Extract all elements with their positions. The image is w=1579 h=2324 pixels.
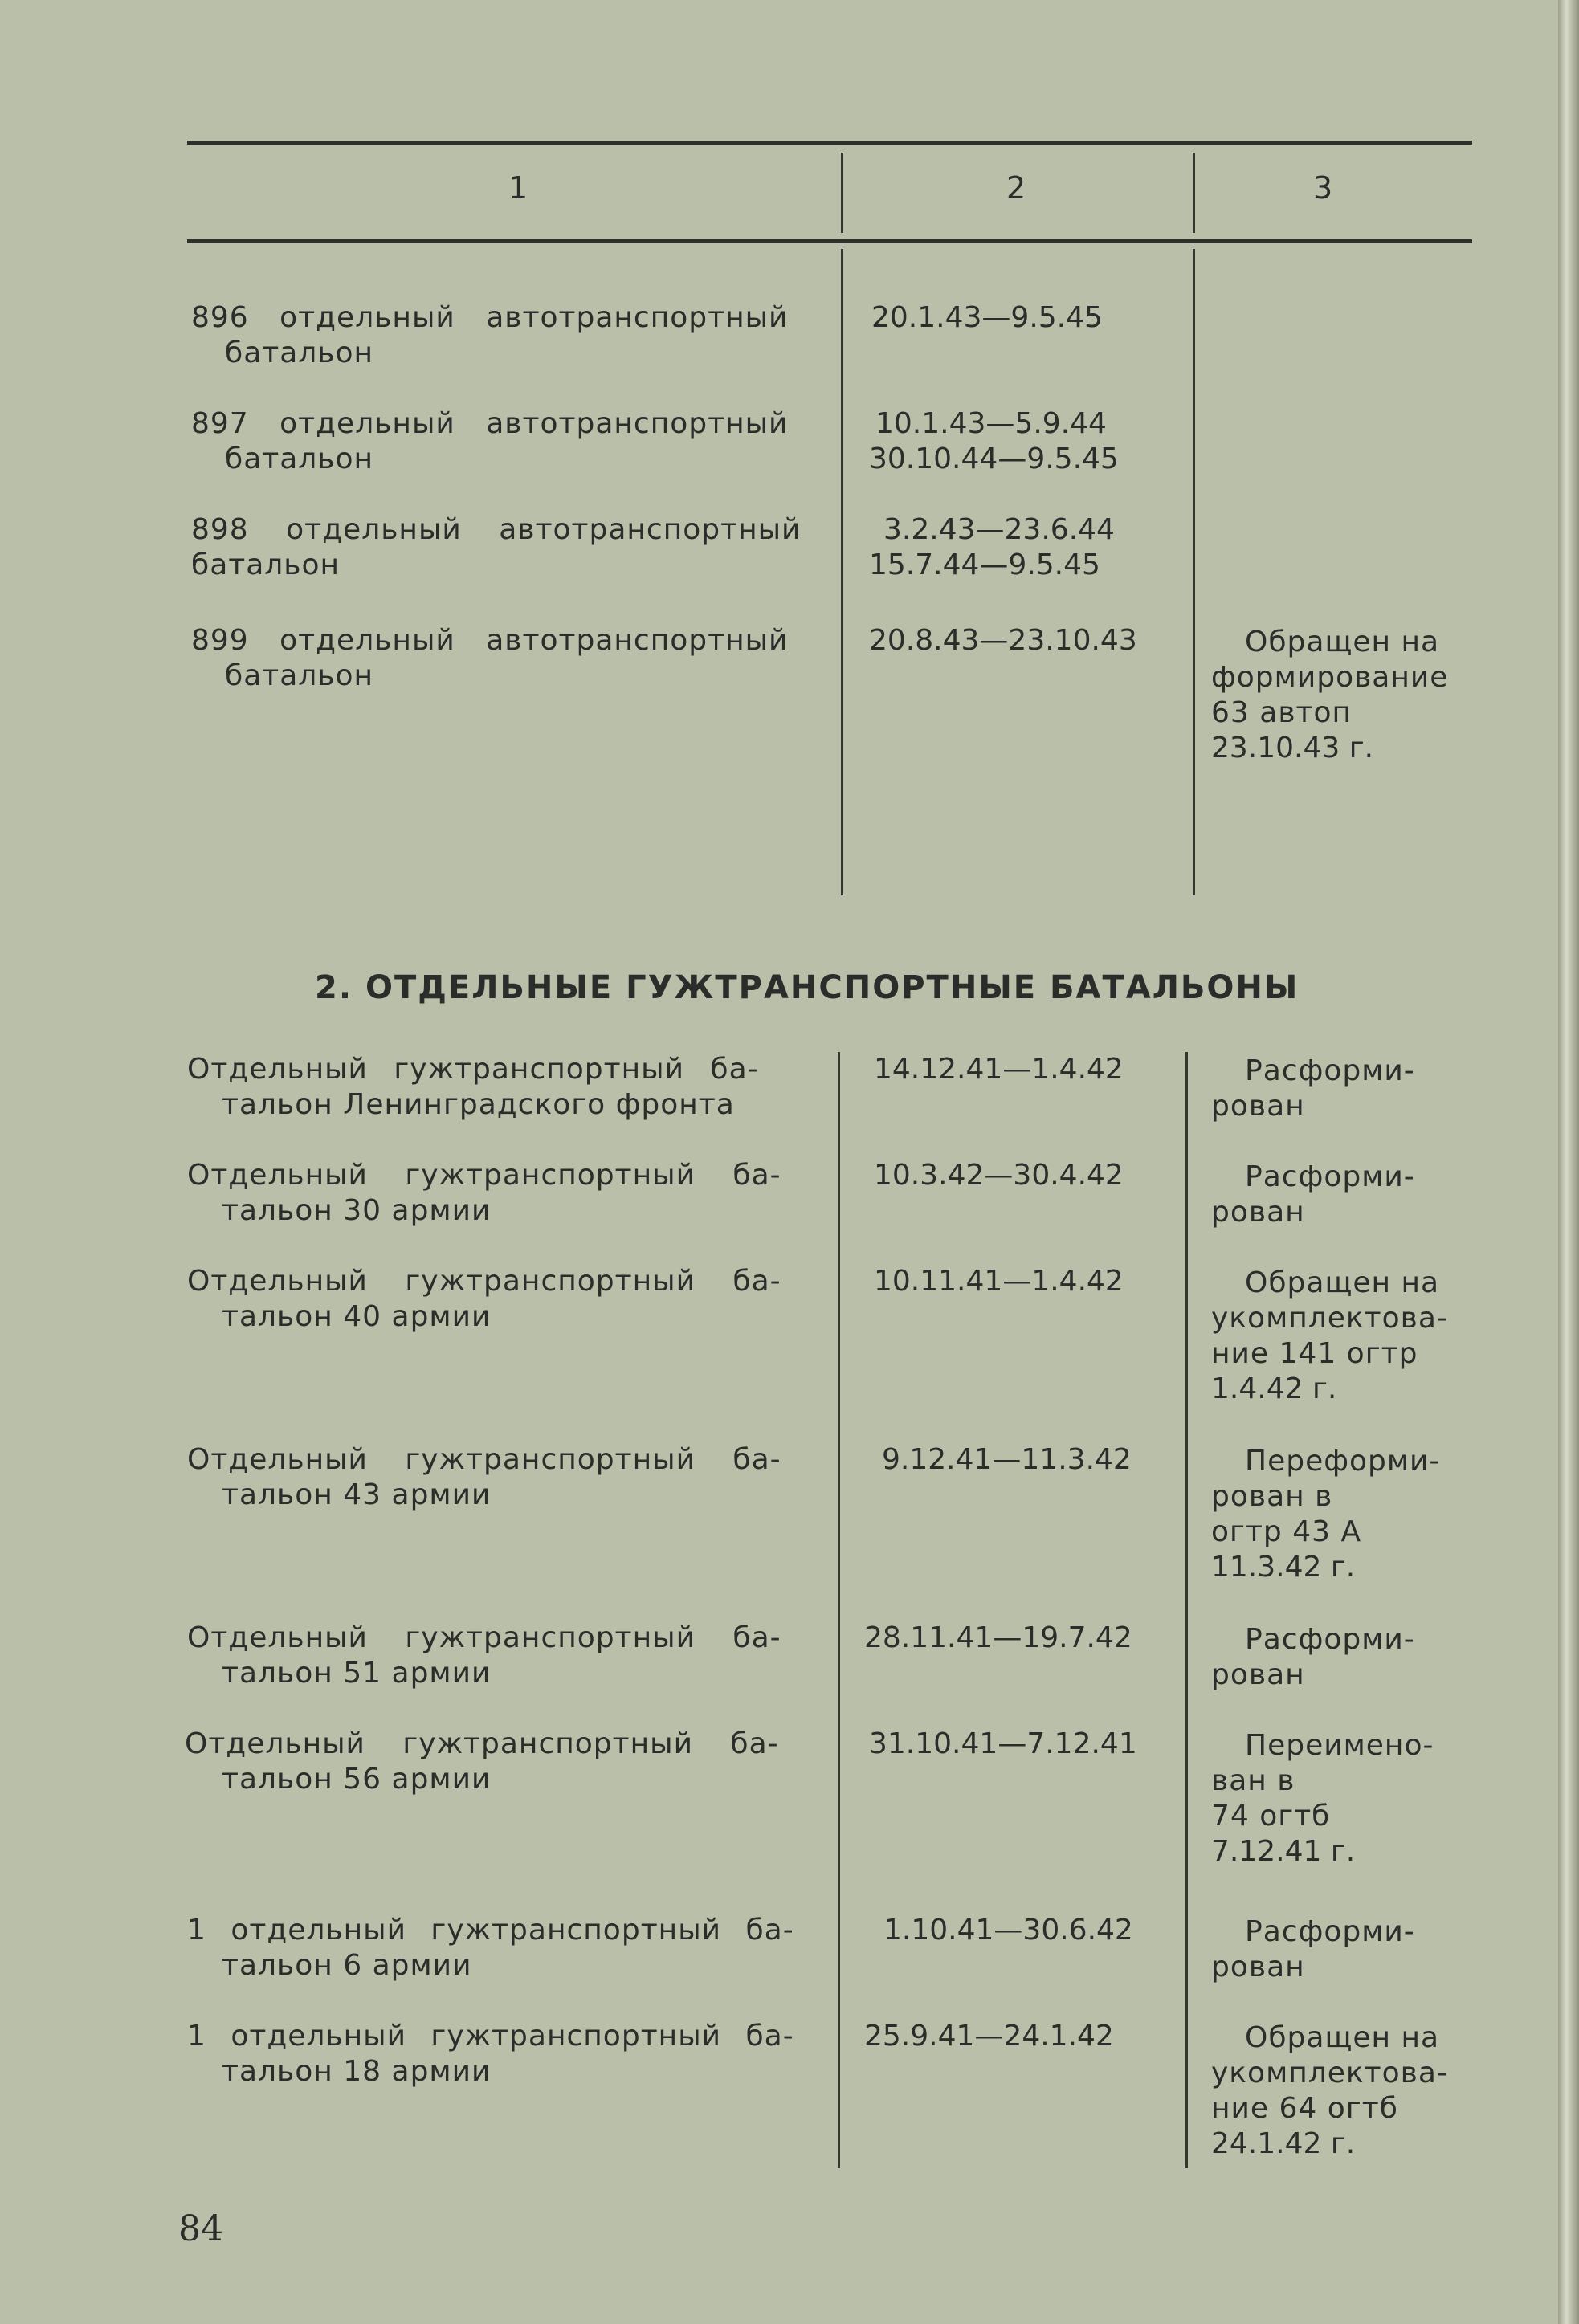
header-bottom-rule bbox=[187, 239, 1472, 243]
section2-divider-1 bbox=[838, 1052, 840, 2168]
section1-divider-1 bbox=[841, 249, 843, 895]
row-note: Расформи- bbox=[1245, 1054, 1415, 1087]
row-dates: 31.10.41—7.12.41 bbox=[869, 1727, 1137, 1760]
row-note: 7.12.41 г. bbox=[1211, 1835, 1356, 1868]
row-note: укомплектова- bbox=[1211, 2057, 1448, 2090]
row-note: 23.10.43 г. bbox=[1211, 732, 1374, 764]
row-note: Переимено- bbox=[1245, 1729, 1434, 1762]
row-dates: 3.2.43—23.6.44 bbox=[883, 513, 1115, 546]
section1-divider-2 bbox=[1193, 249, 1195, 895]
row-note: ние 64 огтб bbox=[1211, 2092, 1398, 2125]
row-dates: 25.9.41—24.1.42 bbox=[864, 2020, 1114, 2053]
row-note: Переформи- bbox=[1245, 1445, 1441, 1478]
row-name-line2: батальон bbox=[225, 659, 374, 692]
header-divider-1 bbox=[841, 153, 843, 233]
row-name-line2: батальон bbox=[225, 336, 374, 369]
row-name-line2: батальон bbox=[225, 442, 374, 475]
book-spine-edge bbox=[1558, 0, 1579, 2324]
row-dates: 10.1.43—5.9.44 bbox=[875, 407, 1107, 440]
row-name-line1: Отдельный гужтранспортный ба- bbox=[187, 1265, 781, 1298]
row-note: Расформи- bbox=[1245, 1915, 1415, 1948]
row-dates: 20.8.43—23.10.43 bbox=[869, 624, 1137, 657]
header-divider-2 bbox=[1193, 153, 1195, 233]
section2-divider-2 bbox=[1185, 1052, 1188, 2168]
row-name-line1: Отдельный гужтранспортный ба- bbox=[187, 1053, 759, 1086]
row-note: рован в bbox=[1211, 1480, 1333, 1513]
row-note: 63 автоп bbox=[1211, 696, 1353, 729]
row-note: Обращен на bbox=[1245, 626, 1440, 658]
page-number: 84 bbox=[178, 2208, 223, 2249]
header-col-2: 2 bbox=[1006, 170, 1026, 206]
row-note: огтр 43 А bbox=[1211, 1515, 1362, 1548]
row-note: формирование bbox=[1211, 661, 1449, 694]
row-note: Обращен на bbox=[1245, 2021, 1440, 2054]
section-title: 2. ОТДЕЛЬНЫЕ ГУЖТРАНСПОРТНЫЕ БАТАЛЬОНЫ bbox=[315, 969, 1300, 1006]
row-dates: 10.3.42—30.4.42 bbox=[874, 1159, 1124, 1192]
row-name-line2: тальон Ленинградского фронта bbox=[222, 1088, 735, 1121]
row-dates: 10.11.41—1.4.42 bbox=[874, 1265, 1124, 1298]
row-note: 24.1.42 г. bbox=[1211, 2127, 1356, 2160]
row-dates: 15.7.44—9.5.45 bbox=[869, 548, 1100, 581]
row-dates: 1.10.41—30.6.42 bbox=[883, 1914, 1133, 1947]
row-name-line1: 896 отдельный автотранспортный bbox=[191, 301, 789, 334]
row-note: рован bbox=[1211, 1658, 1305, 1691]
header-col-1: 1 bbox=[508, 170, 528, 206]
row-name-line1: Отдельный гужтранспортный ба- bbox=[185, 1727, 779, 1760]
row-name-line1: 899 отдельный автотранспортный bbox=[191, 624, 789, 657]
row-note: рован bbox=[1211, 1090, 1305, 1123]
row-note: Расформи- bbox=[1245, 1623, 1415, 1656]
row-note: ние 141 огтр bbox=[1211, 1337, 1418, 1370]
row-note: Расформи- bbox=[1245, 1160, 1415, 1193]
row-note: 11.3.42 г. bbox=[1211, 1551, 1356, 1584]
row-name-line1: 1 отдельный гужтранспортный ба- bbox=[187, 1914, 794, 1947]
row-dates: 20.1.43—9.5.45 bbox=[871, 301, 1103, 334]
row-note: укомплектова- bbox=[1211, 1302, 1448, 1335]
row-name-line1: 898 отдельный автотранспортный bbox=[191, 513, 802, 546]
row-name-line2: тальон 51 армии bbox=[222, 1657, 492, 1690]
table-top-rule bbox=[187, 141, 1472, 145]
row-name-line1: 897 отдельный автотранспортный bbox=[191, 407, 789, 440]
row-name-line1: Отдельный гужтранспортный ба- bbox=[187, 1621, 781, 1654]
row-note: рован bbox=[1211, 1951, 1305, 1984]
row-note: Обращен на bbox=[1245, 1266, 1440, 1299]
row-name-line2: тальон 18 армии bbox=[222, 2055, 492, 2088]
row-name-line1: Отдельный гужтранспортный ба- bbox=[187, 1443, 781, 1476]
row-name-line1: 1 отдельный гужтранспортный ба- bbox=[187, 2020, 794, 2053]
row-dates: 9.12.41—11.3.42 bbox=[882, 1443, 1132, 1476]
row-name-line1: Отдельный гужтранспортный ба- bbox=[187, 1159, 781, 1192]
row-name-line2: тальон 40 армии bbox=[222, 1300, 492, 1333]
row-note: ван в bbox=[1211, 1764, 1295, 1797]
row-name-line2: тальон 56 армии bbox=[222, 1763, 492, 1796]
row-name-line2: тальон 30 армии bbox=[222, 1194, 492, 1227]
row-name-line2: тальон 6 армии bbox=[222, 1949, 472, 1982]
row-dates: 28.11.41—19.7.42 bbox=[864, 1621, 1132, 1654]
row-name-line2: тальон 43 армии bbox=[222, 1478, 492, 1511]
row-dates: 30.10.44—9.5.45 bbox=[869, 442, 1119, 475]
row-note: 74 огтб bbox=[1211, 1800, 1331, 1833]
row-note: 1.4.42 г. bbox=[1211, 1372, 1337, 1405]
row-name-line2: батальон bbox=[191, 548, 341, 581]
header-col-3: 3 bbox=[1313, 170, 1333, 206]
row-dates: 14.12.41—1.4.42 bbox=[874, 1053, 1124, 1086]
row-note: рован bbox=[1211, 1196, 1305, 1229]
